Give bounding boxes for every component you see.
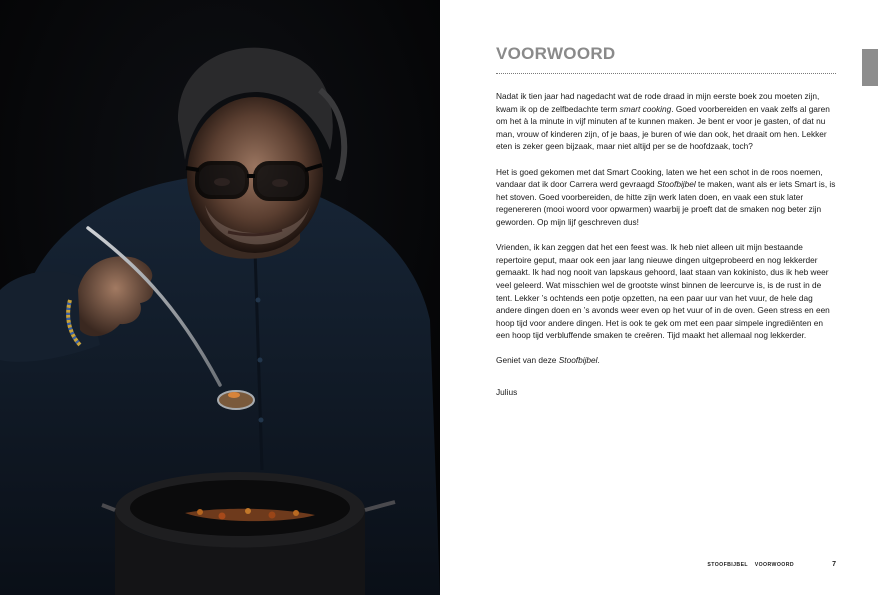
foreword-body [496, 90, 836, 411]
paragraph-1 [496, 90, 836, 153]
italic-text: Stoofbijbel [558, 355, 598, 366]
running-head [702, 562, 794, 568]
signature: Julius [496, 387, 518, 398]
paragraph-2 [496, 166, 836, 229]
text-run: Het is goed gekomen met dat Smart Cooking, laten we het een schot in de roos noemen, vandaar dat ik door Carrera werd gevraagd [496, 166, 823, 190]
page-footer [440, 562, 878, 574]
text-run: Vrienden, ik kan zeggen dat het een feest was. Ik heb niet alleen uit mijn bestaande repertoire geput, maar ook een jaar lang nieuwe dingen uitgeprobeerd en nog lekkerder gemaakt. Ik had nog nooit van lapskaus gehoord, laat staan van kokinisto, dus ik heb weer veel geleerd. Wat misschien wel de grootste winst binnen de leercurve is, is de rust in de tent. Lekker ’s ochtends een potje opzetten, na een paar uur van het vuur, de hele dag andere dingen doen en ’s avonds weer even op het vuur of in de oven. Geen stress en een hoop tijd voor andere dingen. Het is ook te gek om met een paar simpele ingrediënten en een hoop tijd verbluffende smaken te creëren. Tijd maakt het allemaal nog lekkerder. [496, 242, 830, 341]
page-number: 7 [832, 561, 836, 568]
paragraph-4 [496, 354, 836, 367]
italic-text: smart cooking [619, 103, 672, 114]
text-run: Nadat ik tien jaar had nagedacht wat de rode draad in mijn eerste boek zou moeten zijn, kwam ik op de zelfbedachte term [496, 91, 820, 114]
text-page [440, 0, 878, 595]
text-run: . Goed voorbereiden en vaak zelfs al garen om het à la minute in vijf minuten af te kunnen maken. Je bent er voor je gasten, of dat nu man, vrouw of kinderen zijn, of je baas, je buren of wie dan ook, het draait om hen. Lekker eten is zeker geen bijzaak, maar niet altijd per se de hoofdzaak, toch? [496, 103, 830, 152]
paragraph-3 [496, 241, 836, 342]
chapter-tab-marker [862, 49, 878, 86]
title-divider [496, 73, 836, 74]
text-run: te maken, want als er iets Smart is, is het stoven. Goed voorbereiden, de hitte zijn werk laten doen, en vaak een stuk later regenereren (mooi woord voor opwarmen) waarbij je proeft dat de smaken nog beter zijn geworden. Op mijn lijf geschreven dus! [496, 179, 836, 227]
running-head-section: VOORWOORD [754, 562, 794, 568]
text-run: Geniet van deze [496, 355, 559, 366]
running-head-book: STOOFBIJBEL [707, 562, 748, 568]
text-run: . [597, 355, 600, 366]
page-title: VOORWOORD [496, 44, 616, 63]
italic-text: Stoofbijbel [656, 179, 696, 190]
